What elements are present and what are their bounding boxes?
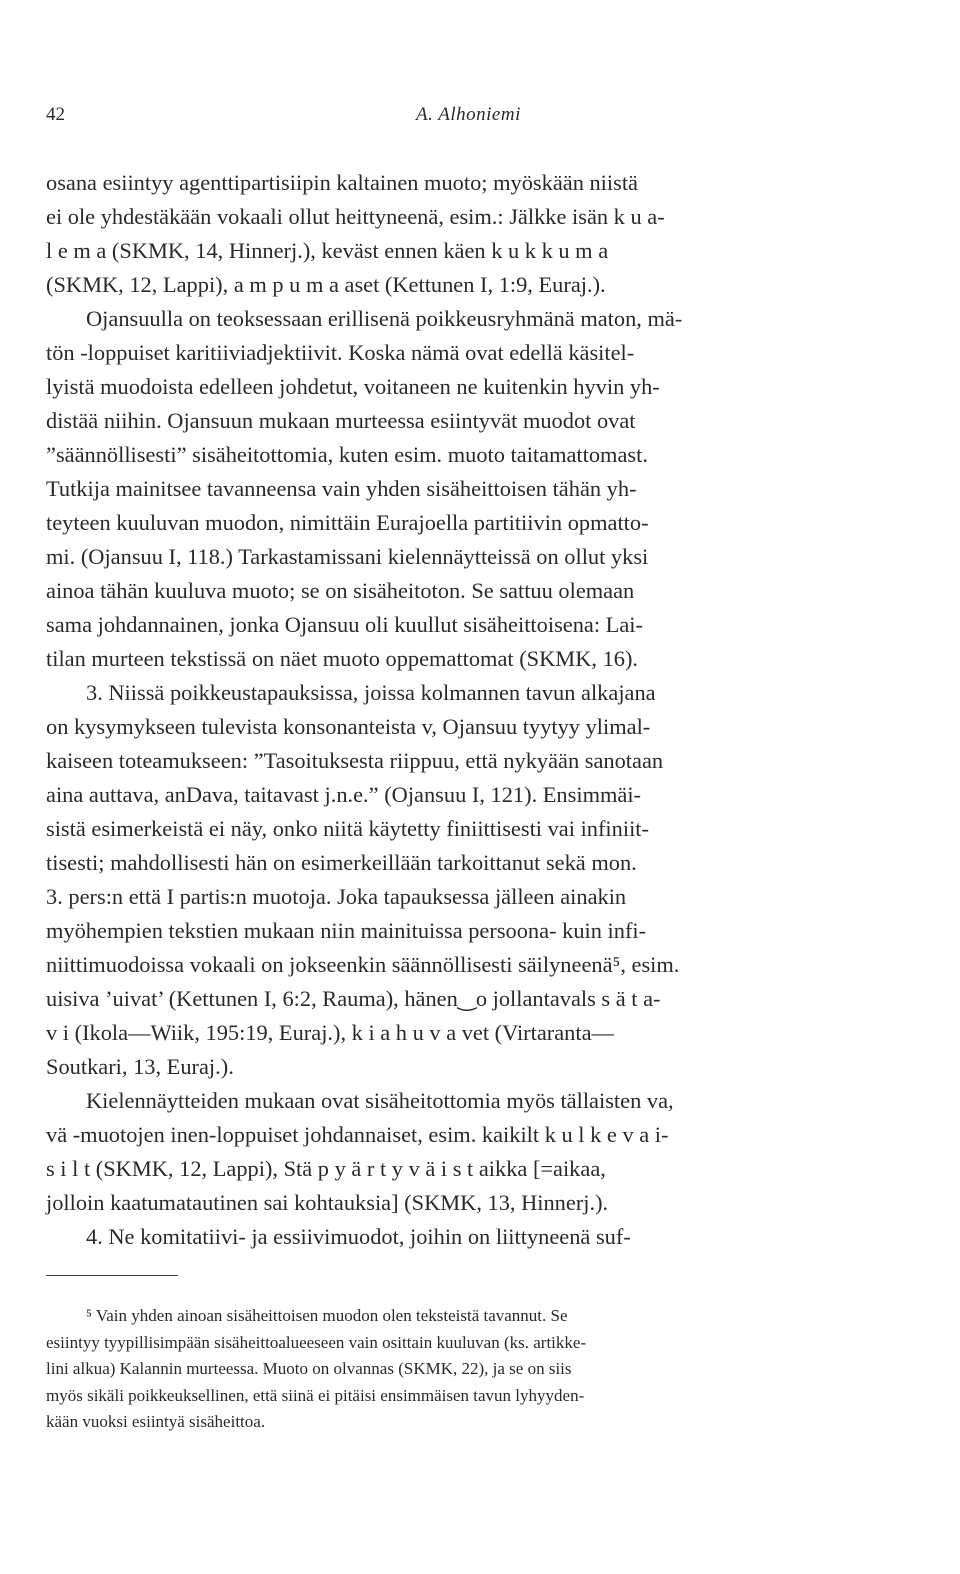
footnote-line: kään vuoksi esiintyä sisäheittoa. [46,1412,266,1431]
text-line: sistä esimerkeistä ei näy, onko niitä käytetty finiittisesti vai infiniit- [46,816,649,841]
text-line: tisesti; mahdollisesti hän on esimerkeillään tarkoittanut sekä mon. [46,850,637,875]
text-line: mi. (Ojansuu I, 118.) Tarkastamissani kielennäytteissä on ollut yksi [46,544,649,569]
footnote-line: ⁵ Vain yhden ainoan sisäheittoisen muodon olen teksteistä tavannut. Se [86,1306,568,1325]
text-line: uisiva ’uivat’ (Kettunen I, 6:2, Rauma), hänen‿o jollantavals s ä t a- [46,986,661,1011]
text-line: 4. Ne komitatiivi- ja essiivimuodot, joihin on liittyneenä suf- [86,1224,631,1249]
footnote-line: esiintyy tyypillisimpään sisäheittoalueeseen vain osittain kuuluvan (ks. artikke- [46,1332,587,1352]
text-line: osana esiintyy agenttipartisiipin kaltainen muoto; myöskään niistä [46,170,638,195]
text-line: Kielennäytteiden mukaan ovat sisäheitottomia myös tällaisten va, [86,1088,674,1113]
text-line: kaiseen toteamukseen: ”Tasoituksesta riippuu, että nykyään sanotaan [46,748,664,773]
text-line: sama johdannainen, jonka Ojansuu oli kuullut sisäheittoisena: Lai- [46,612,643,637]
text-line: v i (Ikola—Wiik, 195:19, Euraj.), k i a h u v a vet (Virtaranta— [46,1020,614,1045]
text-line: s i l t (SKMK, 12, Lappi), Stä p y ä r t y v ä i s t aikka [=aikaa, [46,1156,606,1181]
text-line: ei ole yhdestäkään vokaali ollut heittyneenä, esim.: Jälkke isän k u a- [46,204,665,229]
text-line: ”säännöllisesti” sisäheitottomia, kuten esim. muoto taitamattomast. [46,442,648,467]
footnote-line: lini alkua) Kalannin murteessa. Muoto on olvannas (SKMK, 22), ja se on siis [46,1359,572,1378]
footnote [46,1303,840,1436]
footnote-line: myös sikäli poikkeuksellinen, että siinä ei pitäisi ensimmäisen tavun lyhyyden- [46,1385,585,1405]
body-text [46,166,840,1254]
text-line: 3. Niissä poikkeustapauksissa, joissa kolmannen tavun alkajana [86,680,656,705]
text-line: distää niihin. Ojansuun mukaan murteessa esiintyvät muodot ovat [46,408,636,433]
text-line: on kysymykseen tulevista konsonanteista v, Ojansuu tyytyy ylimal- [46,714,651,739]
text-line: 3. pers:n että I partis:n muotoja. Joka tapauksessa jälleen ainakin [46,884,627,909]
text-line: teyteen kuuluvan muodon, nimittäin Eurajoella partitiivin opmatto- [46,510,649,535]
text-line: tön -loppuiset karitiiviadjektiivit. Koska nämä ovat edellä käsitel- [46,340,635,365]
text-line: aina auttava, anDava, taitavast j.n.e.” (Ojansuu I, 121). Ensimmäi- [46,782,642,807]
text-line: tilan murteen tekstissä on näet muoto oppemattomat (SKMK, 16). [46,646,639,671]
text-line: niittimuodoissa vokaali on jokseenkin säännöllisesti säilyneenä⁵, esim. [46,952,680,977]
text-line: lyistä muodoista edelleen johdetut, voitaneen ne kuitenkin hyvin yh- [46,374,660,399]
text-line: jolloin kaatumatautinen sai kohtauksia] (SKMK, 13, Hinnerj.). [46,1190,609,1215]
text-line: ainoa tähän kuuluva muoto; se on sisäheitoton. Se sattuu olemaan [46,578,635,603]
text-line: Tutkija mainitsee tavanneensa vain yhden sisäheittoisen tähän yh- [46,476,637,501]
page-number: 42 [46,104,65,125]
footnote-divider [46,1275,178,1276]
text-line: Ojansuulla on teoksessaan erillisenä poikkeusryhmänä maton, mä- [86,306,683,331]
text-line: myöhempien tekstien mukaan niin mainituissa persoona- kuin infi- [46,918,647,943]
text-line: vä -muotojen inen-loppuiset johdannaiset, esim. kaikilt k u l k e v a i- [46,1122,669,1147]
text-line: Soutkari, 13, Euraj.). [46,1054,234,1079]
text-line: l e m a (SKMK, 14, Hinnerj.), keväst ennen käen k u k k u m a [46,238,609,263]
text-line: (SKMK, 12, Lappi), a m p u m a aset (Kettunen I, 1:9, Euraj.). [46,272,606,297]
running-head: A. Alhoniemi [416,104,521,125]
